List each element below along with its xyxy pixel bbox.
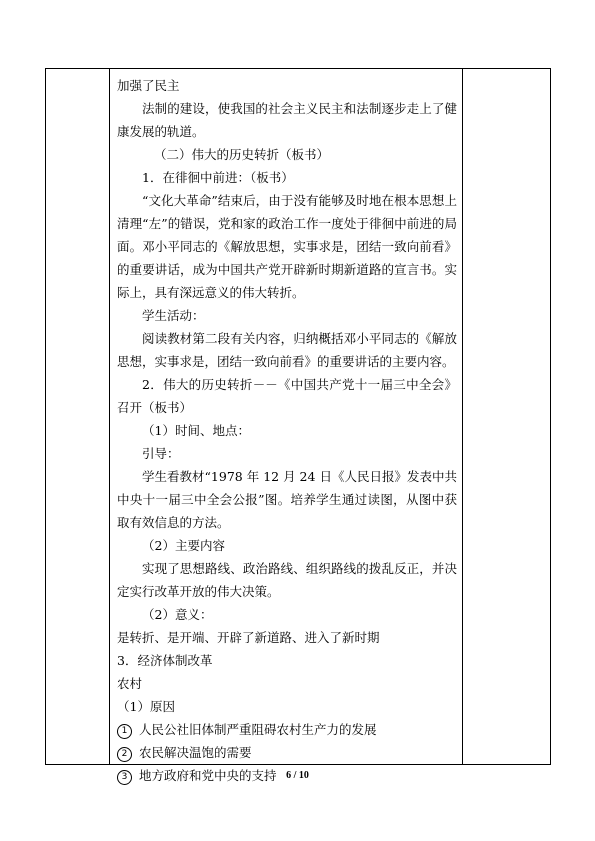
paragraph: （2）意义： (142, 607, 213, 622)
paragraph: 是转折、是开端、开辟了新道路、进入了新时期 (117, 630, 380, 645)
list-item (117, 718, 457, 741)
list-item (117, 741, 457, 764)
subsection-heading: 2．伟大的历史转折－－《中国共产党十一届三中全会》召开（板书） (117, 377, 457, 415)
paragraph: 加强了民主 (117, 78, 180, 93)
paragraph: 农村 (117, 676, 143, 691)
paragraph: （2）主要内容 (142, 538, 225, 553)
paragraph: （1）原因 (117, 699, 175, 714)
list-item-text: 人民公社旧体制严重阻碍农村生产力的发展 (139, 722, 377, 737)
paragraph: 学生活动： (142, 308, 205, 323)
paragraph: 实现了思想路线、政治路线、组织路线的拨乱反正，并决定实行改革开放的伟大决策。 (117, 561, 457, 599)
paragraph: 学生看教材“1978 年 12 月 24 日《人民日报》发表中共中央十一届三中全会公报”图。培养学生通过读图，从图中获取有效信息的方法。 (117, 469, 457, 530)
page-number: 6 / 10 (286, 770, 309, 781)
column-divider-right (462, 69, 463, 764)
list-item-text: 农民解决温饱的需要 (139, 745, 252, 760)
column-divider-left (109, 69, 110, 764)
subsection-heading: 3．经济体制改革 (117, 653, 213, 668)
paragraph: 法制的建设，使我国的社会主义民主和法制逐步走上了健康发展的轨道。 (117, 101, 457, 139)
section-heading: （二）伟大的历史转折（板书） (154, 147, 330, 162)
circled-number-icon: 2 (117, 747, 132, 762)
circled-number-icon: 1 (117, 724, 132, 739)
paragraph: 阅读教材第二段有关内容，归纳概括邓小平同志的《解放思想，实事求是，团结一致向前看》的重要讲话的主要内容。 (117, 331, 457, 369)
subsection-heading: 1．在徘徊中前进：（板书） (142, 170, 294, 185)
paragraph: （1）时间、地点： (142, 423, 250, 438)
paragraph: “文化大革命”结束后，由于没有能够及时地在根本思想上清理“左”的错误，党和家的政治工作一度处于徘徊中前进的局面。邓小平同志的《解放思想，实事求是，团结一致向前看》的重要讲话，成为中国共产党开辟新时期新道路的宣言书。实际上，具有深远意义的伟大转折。 (117, 193, 457, 300)
circled-number-icon: 3 (117, 770, 132, 785)
paragraph: 引导： (142, 446, 180, 461)
teaching-content (117, 74, 457, 787)
list-item-text: 地方政府和党中央的支持 (139, 768, 277, 783)
